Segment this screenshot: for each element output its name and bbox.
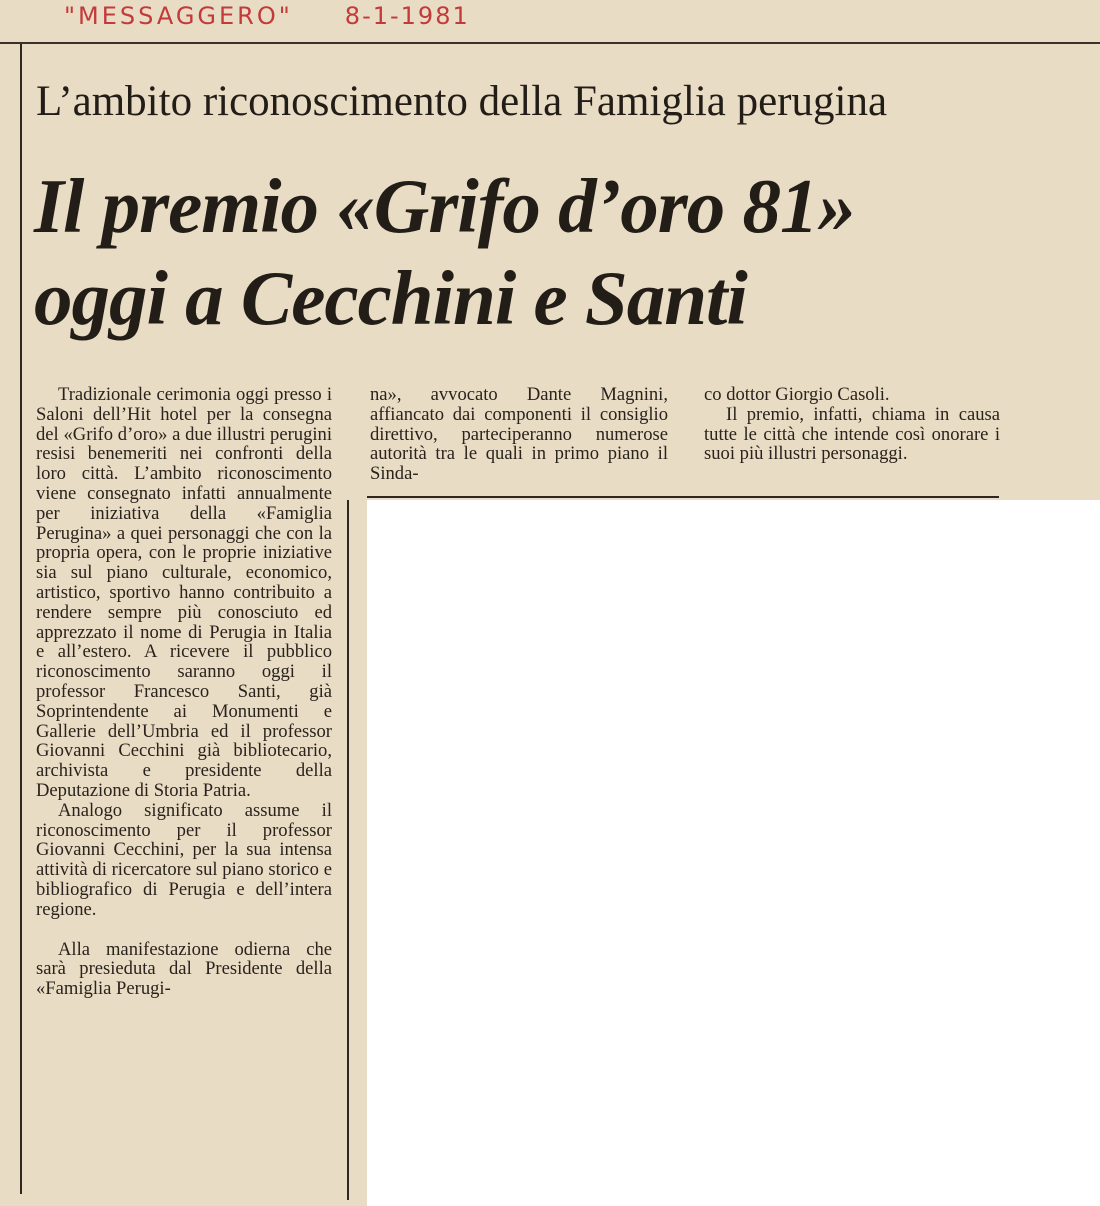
article-column-3	[704, 385, 1000, 464]
top-rule	[0, 42, 1100, 44]
left-column-rule	[20, 44, 22, 1194]
paragraph: Analogo significato assume il riconoscimento per il professor Giovanni Cecchini, per la sua intensa attività di ricercatore sul piano storico e bibliografico di Perugia e dell’intera regione.	[36, 799, 332, 920]
paragraph: co dottor Giorgio Casoli.	[704, 384, 890, 405]
paragraph: Alla manifestazione odierna che sarà presieduta dal Presidente della «Famiglia Perugi-	[36, 938, 332, 1000]
handwritten-annotation	[64, 2, 470, 30]
handwritten-source: "MESSAGGERO"	[64, 2, 293, 30]
paragraph: na», avvocato Dante Magnini, affiancato dai componenti il consiglio direttivo, parteciperanno numerose autorità tra le quali in primo piano il Sinda-	[370, 384, 668, 485]
paragraph: Tradizionale cerimonia oggi presso i Saloni dell’Hit hotel per la consegna del «Grifo d’oro» a due illustri perugini resisi benemeriti nei confronti della loro città. L’ambito riconoscimento viene consegnato infatti annualmente per iniziativa della «Famiglia Perugina» a quei personaggi che con la propria opera, con le proprie iniziative sia sul piano culturale, economico, artistico, sportivo hanno contribuito a rendere sempre più conosciuto ed apprezzato il nome di Perugia in Italia e all’estero. A ricevere il pubblico riconoscimento saranno oggi il professor Francesco Santi, già Soprintendente ai Monumenti e Gallerie dell’Umbria ed il professor Giovanni Cecchini già bibliotecario, archivista e presidente della Deputazione di Storia Patria.	[36, 384, 332, 801]
article-column-2	[370, 385, 668, 484]
handwritten-date: 8-1-1981	[344, 2, 470, 30]
article-kicker: L’ambito riconoscimento della Famiglia perugina	[36, 78, 888, 125]
headline-line-2: oggi a Cecchini e Santi	[34, 255, 747, 341]
article-headline	[34, 160, 994, 344]
blank-area	[367, 500, 1100, 1206]
column-divider-rule	[347, 500, 349, 1200]
column-bottom-rule	[367, 496, 999, 498]
article-column-1	[36, 385, 332, 999]
paragraph: Il premio, infatti, chiama in causa tutte le città che intende così onorare i suoi più illustri personaggi.	[704, 403, 1000, 465]
headline-line-1: Il premio «Grifo d’oro 81»	[34, 163, 855, 249]
